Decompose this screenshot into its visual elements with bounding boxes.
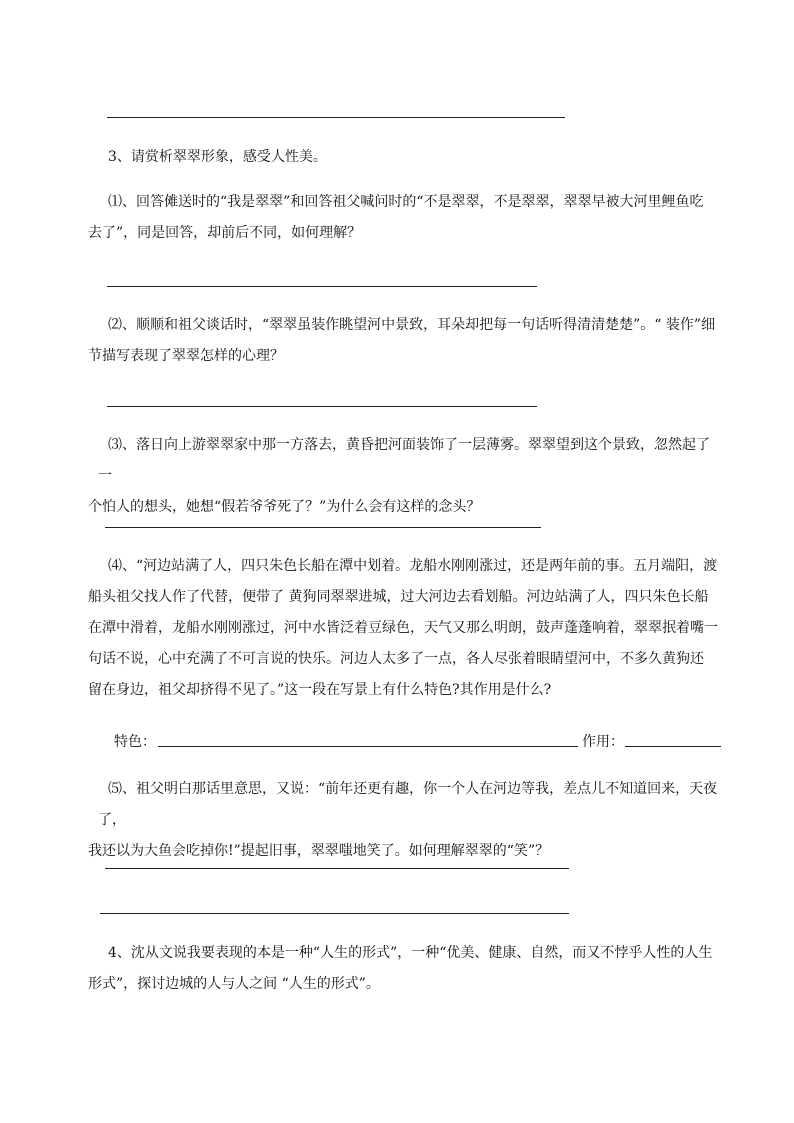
feature-answer-line[interactable]: [158, 746, 578, 747]
subquestion-5-line-1: ⑸、祖父明白那话里意思，又说：“前年还更有趣，你一个人在河边等我，差点儿不知道回来，天夜了，: [98, 781, 718, 828]
subquestion-1-line-1: ⑴、回答傩送时的“我是翠翠”和回答祖父喊问时的“不是翠翠，不是翠翠，翠翠早被大河里鲤鱼吃: [108, 194, 704, 210]
subquestion-3-line-2: 个怕人的想头，她想“假若爷爷死了？”为什么会有这样的念头？: [88, 499, 481, 515]
subquestion-2: [88, 310, 723, 372]
subquestion-4-line-1: ⑷、“河边站满了人，四只朱色长船在潭中划着。龙船水刚刚涨过，还是两年前的事。五月端阳，渡: [108, 558, 718, 574]
feature-label: 特色：: [114, 734, 156, 750]
answer-line-sub5-b[interactable]: [100, 913, 569, 914]
answer-line-sub1[interactable]: [107, 286, 537, 287]
subquestion-5: [88, 774, 723, 867]
subquestion-4-line-3: 在潭中滑着，龙船水刚刚涨过，河中水皆泛着豆绿色，天气又那么明朗，鼓声蓬蓬响着，翠翠抿着嘴一: [88, 620, 718, 636]
answer-line-top[interactable]: [107, 117, 565, 118]
subquestion-1: [88, 187, 723, 249]
subquestion-4-line-2: 船头祖父找人作了代替，便带了 黄狗同翠翠进城，过大河边去看划船。河边站满了人，四只朱色长船: [88, 589, 709, 605]
question-4-line-2: 形式”，探讨边城的人与人之间 “人生的形式”。: [88, 976, 380, 992]
subquestion-3-line-1: ⑶、落日向上游翠翠家中那一方落去，黄昏把河面装饰了一层薄雾。翠翠望到这个景致，忽然起了一: [98, 437, 710, 484]
subquestion-3: [88, 430, 723, 523]
question-3-title: 3、请赏析翠翠形象，感受人性美。: [108, 149, 327, 165]
effect-answer-line[interactable]: [625, 746, 721, 747]
subquestion-4: [88, 551, 723, 706]
answer-line-sub3[interactable]: [105, 527, 541, 528]
subquestion-4-line-5: 留在身边，祖父却挤得不见了。”这一段在写景上有什么特色?其作用是什么?: [88, 682, 552, 698]
subquestion-2-line-2: 节描写表现了翠翠怎样的心理？: [88, 348, 284, 364]
subquestion-2-line-1: ⑵、顺顺和祖父谈话时，“翠翠虽装作眺望河中景致，耳朵却把每一句话听得清清楚楚”。“ 装作”细: [108, 317, 716, 333]
subquestion-4-line-4: 句话不说，心中充满了不可言说的快乐。河边人太多了一点，各人尽张着眼睛望河中，不多久黄狗还: [88, 651, 704, 667]
question-4: [88, 938, 723, 1000]
subquestion-5-line-2: 我还以为大鱼会吃掉你!”提起旧事，翠翠嗤地笑了。如何理解翠翠的“笑”？: [88, 843, 550, 859]
effect-label: 作用：: [582, 734, 624, 750]
answer-line-sub5-a[interactable]: [105, 868, 569, 869]
question-4-line-1: 4、沈从文说我要表现的本是一种“人生的形式”，一种“优美、健康、自然，而又不悖乎人性的人生: [108, 945, 713, 961]
answer-line-sub2[interactable]: [107, 406, 537, 407]
subquestion-1-line-2: 去了”，同是回答，却前后不同，如何理解？: [88, 225, 362, 241]
